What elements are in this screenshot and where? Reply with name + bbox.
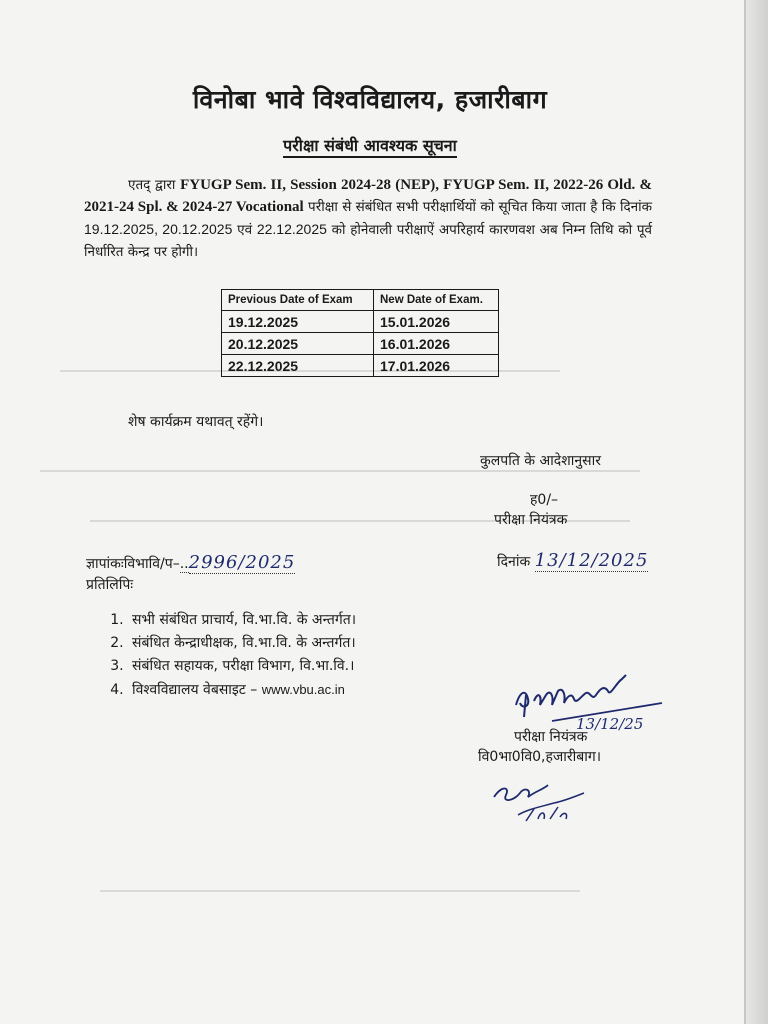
page-edge-shadow [746, 0, 768, 1024]
exam-sessions: FYUGP Sem. II, Session 2024-28 (NEP), FYUGP Sem. II, 2022-26 Old. & 2021-24 Spl. & 2024-27 Vocational [84, 177, 652, 215]
letter-number-label: ज्ञापांकःविभावि/प– [86, 556, 180, 572]
list-item: 2. संबंधित केन्द्राधीक्षक, वि.भा.वि. के अन्तर्गत। [128, 632, 356, 655]
exam-dates: 19.12.2025, 20.12.2025 [84, 221, 233, 237]
controller-title-footer: परीक्षा नियंत्रक [514, 729, 588, 745]
copy-to-label: प्रतिलिपिः [86, 577, 134, 593]
university-title: विनोबा भावे विश्वविद्यालय, हजारीबाग [192, 85, 548, 114]
remaining-schedule-note: शेष कार्यक्रम यथावत् रहेंगे। [128, 414, 264, 430]
notice-paragraph [84, 174, 652, 263]
new-date-cell: 17.01.2026 [374, 355, 499, 377]
copy-list [102, 609, 356, 702]
bleed-through-line [40, 470, 640, 472]
column-header: New Date of Exam. [374, 290, 499, 311]
signature-date: 13/12/25 [576, 715, 644, 733]
notice-title [0, 134, 740, 156]
para-text: को होनेवाली परीक्षाऐं अपरिहार्य कारणवश अब निम्न तिथि को पूर्व निर्धारित केन्द्र पर होगी। [84, 222, 653, 260]
table-row [222, 333, 499, 355]
controller-signature [512, 665, 672, 735]
letter-number-dots: .. [179, 556, 189, 572]
vc-order-line: कुलपति के आदेशानुसार [480, 453, 601, 469]
list-item: 3. संबंधित सहायक, परीक्षा विभाग, वि.भा.वि.। [128, 655, 356, 678]
bleed-through-line [100, 890, 580, 892]
table-row [222, 311, 499, 333]
notice-title-text: परीक्षा संबंधी आवश्यक सूचना [283, 136, 457, 158]
column-header: Previous Date of Exam [222, 290, 374, 311]
new-date-cell: 15.01.2026 [374, 311, 499, 333]
controller-title: परीक्षा नियंत्रक [494, 512, 568, 528]
list-item [128, 678, 356, 702]
list-item: 1. सभी संबंधित प्राचार्य, वि.भा.वि. के अन्तर्गत। [128, 609, 356, 632]
website-url: www.vbu.ac.in [261, 682, 345, 697]
para-text: परीक्षा से संबंधित सभी परीक्षार्थियों को सूचित किया जाता है कि दिनांक [303, 199, 652, 215]
reschedule-table [221, 289, 499, 377]
date-label: दिनांक [497, 554, 531, 570]
previous-date-cell: 20.12.2025 [222, 333, 374, 355]
university-short-name: वि0भा0वि0,हजारीबाग। [478, 749, 602, 765]
website-label: विश्वविद्यालय वेबसाइट – [132, 682, 262, 698]
para-text: एवं [232, 222, 257, 238]
letter-number-value: 2996/2025 [188, 552, 296, 573]
initials-mark [488, 775, 598, 825]
signed-mark: ह0/– [530, 492, 559, 508]
memo-date-line [497, 550, 648, 571]
previous-date-cell: 19.12.2025 [222, 311, 374, 333]
date-value: 13/12/2025 [534, 550, 649, 571]
table-header-row [222, 290, 499, 311]
new-date-cell: 16.01.2026 [374, 333, 499, 355]
previous-date-cell: 22.12.2025 [222, 355, 374, 377]
letter-number-line [86, 552, 295, 573]
para-text: एतद् द्वारा [128, 177, 181, 193]
exam-date: 22.12.2025 [256, 221, 327, 237]
table-row [222, 355, 499, 377]
